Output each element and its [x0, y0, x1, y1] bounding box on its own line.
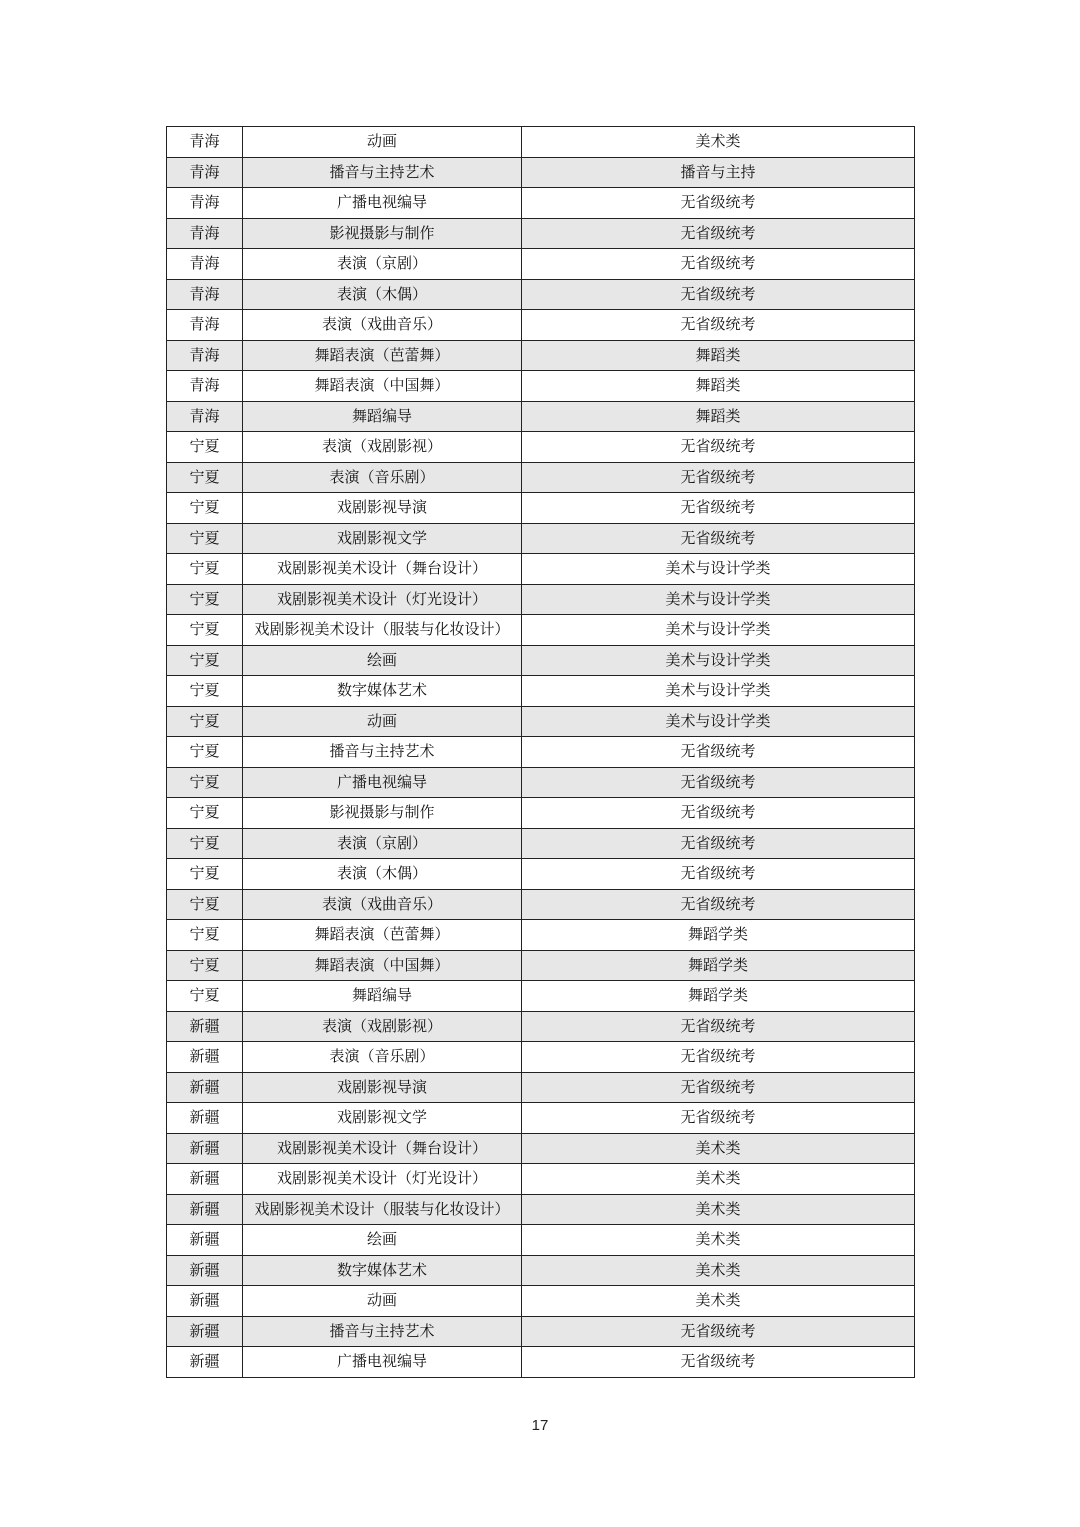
province-cell: 宁夏: [167, 676, 243, 707]
exam-category-cell: 无省级统考: [522, 798, 915, 829]
exam-category-cell: 无省级统考: [522, 218, 915, 249]
major-cell: 数字媒体艺术: [243, 676, 522, 707]
province-cell: 宁夏: [167, 584, 243, 615]
province-cell: 宁夏: [167, 798, 243, 829]
table-row: [167, 432, 915, 463]
major-cell: 戏剧影视美术设计（服装与化妆设计）: [243, 615, 522, 646]
exam-category-cell: 无省级统考: [522, 310, 915, 341]
table-row: [167, 218, 915, 249]
major-cell: 广播电视编导: [243, 1347, 522, 1378]
major-cell: 播音与主持艺术: [243, 1316, 522, 1347]
exam-category-cell: 美术类: [522, 127, 915, 158]
table-row: [167, 615, 915, 646]
exam-category-cell: 无省级统考: [522, 188, 915, 219]
exam-category-cell: 无省级统考: [522, 523, 915, 554]
exam-category-cell: 无省级统考: [522, 1103, 915, 1134]
major-cell: 舞蹈表演（芭蕾舞）: [243, 340, 522, 371]
page-number: 17: [531, 1417, 549, 1434]
table-row: [167, 737, 915, 768]
exam-category-cell: 无省级统考: [522, 462, 915, 493]
major-cell: 戏剧影视导演: [243, 1072, 522, 1103]
province-cell: 新疆: [167, 1286, 243, 1317]
table-row: [167, 1194, 915, 1225]
exam-category-cell: 美术与设计学类: [522, 645, 915, 676]
table-row: [167, 310, 915, 341]
major-cell: 戏剧影视美术设计（服装与化妆设计）: [243, 1194, 522, 1225]
exam-category-cell: 舞蹈类: [522, 340, 915, 371]
exam-category-cell: 无省级统考: [522, 432, 915, 463]
table-body: [167, 127, 915, 1378]
table-row: [167, 1164, 915, 1195]
province-cell: 新疆: [167, 1042, 243, 1073]
major-cell: 动画: [243, 127, 522, 158]
major-cell: 影视摄影与制作: [243, 798, 522, 829]
major-cell: 表演（戏剧影视）: [243, 432, 522, 463]
major-cell: 表演（音乐剧）: [243, 1042, 522, 1073]
province-cell: 新疆: [167, 1225, 243, 1256]
exam-category-cell: 美术类: [522, 1133, 915, 1164]
major-cell: 动画: [243, 1286, 522, 1317]
province-cell: 新疆: [167, 1255, 243, 1286]
province-cell: 新疆: [167, 1347, 243, 1378]
exam-category-cell: 美术类: [522, 1194, 915, 1225]
province-cell: 宁夏: [167, 767, 243, 798]
province-cell: 青海: [167, 188, 243, 219]
exam-category-cell: 无省级统考: [522, 889, 915, 920]
major-cell: 舞蹈编导: [243, 401, 522, 432]
province-cell: 宁夏: [167, 706, 243, 737]
province-cell: 青海: [167, 401, 243, 432]
province-cell: 新疆: [167, 1072, 243, 1103]
province-cell: 宁夏: [167, 920, 243, 951]
table-row: [167, 1347, 915, 1378]
province-cell: 新疆: [167, 1011, 243, 1042]
table-row: [167, 462, 915, 493]
province-cell: 宁夏: [167, 462, 243, 493]
table-row: [167, 859, 915, 890]
province-cell: 青海: [167, 371, 243, 402]
table-row: [167, 279, 915, 310]
province-cell: 青海: [167, 218, 243, 249]
province-cell: 新疆: [167, 1164, 243, 1195]
table-row: [167, 584, 915, 615]
major-cell: 表演（戏曲音乐）: [243, 889, 522, 920]
table-row: [167, 676, 915, 707]
table-row: [167, 828, 915, 859]
exam-category-cell: 播音与主持: [522, 157, 915, 188]
major-cell: 戏剧影视美术设计（灯光设计）: [243, 584, 522, 615]
province-major-exam-table: [166, 126, 915, 1378]
exam-category-cell: 无省级统考: [522, 737, 915, 768]
major-cell: 表演（音乐剧）: [243, 462, 522, 493]
major-cell: 表演（木偶）: [243, 859, 522, 890]
table-row: [167, 1072, 915, 1103]
major-cell: 舞蹈表演（中国舞）: [243, 950, 522, 981]
exam-category-cell: 美术与设计学类: [522, 584, 915, 615]
exam-category-cell: 无省级统考: [522, 1042, 915, 1073]
province-cell: 宁夏: [167, 859, 243, 890]
exam-category-cell: 舞蹈类: [522, 401, 915, 432]
province-cell: 宁夏: [167, 554, 243, 585]
province-cell: 青海: [167, 157, 243, 188]
province-cell: 青海: [167, 279, 243, 310]
table-row: [167, 889, 915, 920]
exam-category-cell: 美术类: [522, 1286, 915, 1317]
exam-category-cell: 舞蹈学类: [522, 950, 915, 981]
province-cell: 宁夏: [167, 981, 243, 1012]
province-cell: 宁夏: [167, 889, 243, 920]
table-row: [167, 1042, 915, 1073]
province-cell: 新疆: [167, 1316, 243, 1347]
exam-category-cell: 美术与设计学类: [522, 615, 915, 646]
major-cell: 舞蹈表演（中国舞）: [243, 371, 522, 402]
table-row: [167, 981, 915, 1012]
exam-category-cell: 美术类: [522, 1225, 915, 1256]
major-cell: 戏剧影视文学: [243, 523, 522, 554]
table-row: [167, 798, 915, 829]
exam-category-cell: 美术与设计学类: [522, 706, 915, 737]
exam-category-cell: 美术与设计学类: [522, 554, 915, 585]
province-cell: 青海: [167, 310, 243, 341]
province-cell: 宁夏: [167, 523, 243, 554]
major-cell: 动画: [243, 706, 522, 737]
exam-category-cell: 无省级统考: [522, 1011, 915, 1042]
province-cell: 宁夏: [167, 432, 243, 463]
province-cell: 宁夏: [167, 493, 243, 524]
province-cell: 青海: [167, 340, 243, 371]
province-cell: 新疆: [167, 1194, 243, 1225]
table-row: [167, 1225, 915, 1256]
table-row: [167, 1103, 915, 1134]
major-cell: 广播电视编导: [243, 188, 522, 219]
table-row: [167, 340, 915, 371]
major-cell: 表演（木偶）: [243, 279, 522, 310]
major-cell: 戏剧影视美术设计（舞台设计）: [243, 554, 522, 585]
table-row: [167, 127, 915, 158]
exam-category-cell: 无省级统考: [522, 493, 915, 524]
major-cell: 舞蹈表演（芭蕾舞）: [243, 920, 522, 951]
table-row: [167, 767, 915, 798]
major-cell: 表演（京剧）: [243, 249, 522, 280]
province-cell: 青海: [167, 249, 243, 280]
exam-category-cell: 无省级统考: [522, 279, 915, 310]
table-row: [167, 920, 915, 951]
major-cell: 表演（戏剧影视）: [243, 1011, 522, 1042]
exam-category-cell: 舞蹈学类: [522, 981, 915, 1012]
table-row: [167, 1011, 915, 1042]
table-row: [167, 1255, 915, 1286]
major-cell: 绘画: [243, 1225, 522, 1256]
province-cell: 宁夏: [167, 615, 243, 646]
table-row: [167, 706, 915, 737]
province-cell: 新疆: [167, 1133, 243, 1164]
exam-category-cell: 美术类: [522, 1255, 915, 1286]
major-cell: 表演（戏曲音乐）: [243, 310, 522, 341]
exam-category-cell: 无省级统考: [522, 1316, 915, 1347]
major-cell: 戏剧影视导演: [243, 493, 522, 524]
table-row: [167, 493, 915, 524]
table-row: [167, 401, 915, 432]
major-cell: 数字媒体艺术: [243, 1255, 522, 1286]
exam-category-cell: 无省级统考: [522, 1347, 915, 1378]
table-row: [167, 157, 915, 188]
major-cell: 戏剧影视美术设计（舞台设计）: [243, 1133, 522, 1164]
table-row: [167, 950, 915, 981]
major-cell: 广播电视编导: [243, 767, 522, 798]
province-cell: 宁夏: [167, 737, 243, 768]
table-row: [167, 249, 915, 280]
exam-category-cell: 舞蹈学类: [522, 920, 915, 951]
table-row: [167, 188, 915, 219]
major-cell: 表演（京剧）: [243, 828, 522, 859]
major-cell: 戏剧影视文学: [243, 1103, 522, 1134]
table-row: [167, 554, 915, 585]
table-row: [167, 1133, 915, 1164]
major-cell: 舞蹈编导: [243, 981, 522, 1012]
exam-category-cell: 无省级统考: [522, 828, 915, 859]
table-row: [167, 645, 915, 676]
exam-category-cell: 美术与设计学类: [522, 676, 915, 707]
table-row: [167, 1316, 915, 1347]
major-cell: 影视摄影与制作: [243, 218, 522, 249]
exam-category-cell: 无省级统考: [522, 249, 915, 280]
exam-category-cell: 无省级统考: [522, 1072, 915, 1103]
exam-category-cell: 无省级统考: [522, 767, 915, 798]
table-row: [167, 523, 915, 554]
table-row: [167, 371, 915, 402]
province-cell: 青海: [167, 127, 243, 158]
table-row: [167, 1286, 915, 1317]
province-cell: 新疆: [167, 1103, 243, 1134]
major-cell: 播音与主持艺术: [243, 737, 522, 768]
major-cell: 戏剧影视美术设计（灯光设计）: [243, 1164, 522, 1195]
province-cell: 宁夏: [167, 645, 243, 676]
province-cell: 宁夏: [167, 950, 243, 981]
major-cell: 绘画: [243, 645, 522, 676]
exam-category-cell: 美术类: [522, 1164, 915, 1195]
exam-category-cell: 舞蹈类: [522, 371, 915, 402]
province-cell: 宁夏: [167, 828, 243, 859]
major-cell: 播音与主持艺术: [243, 157, 522, 188]
exam-category-cell: 无省级统考: [522, 859, 915, 890]
